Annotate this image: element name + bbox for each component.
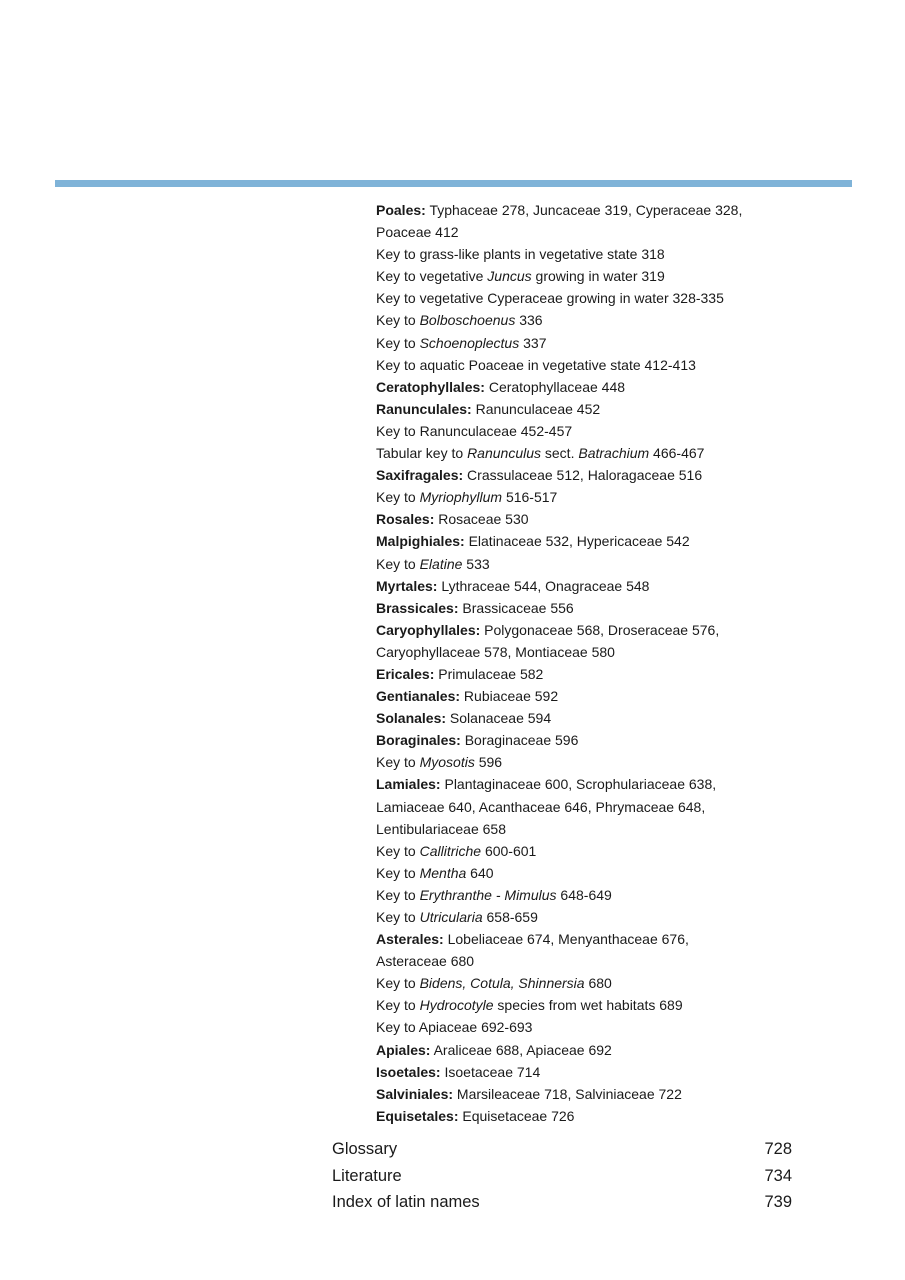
- toc-entry: [376, 751, 816, 773]
- entry-text: Solanaceae 594: [446, 710, 552, 727]
- entry-text: 466-467: [649, 445, 705, 462]
- order-name: Ericales:: [376, 665, 435, 682]
- order-name: Ranunculales:: [376, 400, 472, 417]
- order-name: Solanales:: [376, 710, 447, 727]
- order-name: Saxifragales:: [376, 467, 464, 484]
- toc-entry: [376, 818, 816, 840]
- toc-entry: [376, 265, 816, 287]
- entry-text: 640: [466, 864, 494, 881]
- toc-entry: [376, 398, 816, 420]
- entry-text: Lentibulariaceae 658: [376, 820, 506, 837]
- entry-text: Poaceae 412: [376, 224, 459, 241]
- taxon-name: Myosotis: [419, 754, 475, 771]
- entry-text: Key to: [376, 864, 420, 881]
- toc-entry: [376, 1061, 816, 1083]
- entry-text: Key to vegetative: [376, 268, 488, 285]
- entry-text: 336: [515, 312, 543, 329]
- entry-text: Key to: [376, 555, 420, 572]
- order-name: Boraginales:: [376, 732, 461, 749]
- entry-text: Crassulaceae 512, Haloragaceae 516: [463, 467, 703, 484]
- entry-text: 516-517: [502, 489, 558, 506]
- entry-text: 648-649: [556, 886, 612, 903]
- toc-entry: [376, 376, 816, 398]
- order-name: Equisetales:: [376, 1107, 459, 1124]
- toc-entry: [376, 862, 816, 884]
- toc-entry: [376, 508, 816, 530]
- header-rule: [55, 180, 852, 187]
- taxon-name: Batrachium: [578, 445, 650, 462]
- toc-entry: [376, 243, 816, 265]
- taxon-name: Callitriche: [419, 842, 482, 859]
- toc-entry: [376, 1016, 816, 1038]
- toc-entry: [376, 597, 816, 619]
- order-name: Caryophyllales:: [376, 621, 481, 638]
- taxon-name: Erythranthe - Mimulus: [419, 886, 557, 903]
- entry-text: Key to: [376, 909, 420, 925]
- toc-entry: [376, 530, 816, 552]
- taxon-name: Mentha: [419, 864, 467, 881]
- toc-entry: [376, 773, 816, 795]
- entry-text: Key to Ranunculaceae 452-457: [376, 422, 573, 439]
- toc-entry: [376, 1039, 816, 1061]
- toc-entry: [376, 707, 816, 729]
- entry-text: 600-601: [481, 842, 537, 859]
- toc-entry: [376, 442, 816, 464]
- toc-entry: [376, 729, 816, 751]
- entry-text: Key to: [376, 334, 420, 351]
- toc-entry: [376, 199, 816, 221]
- toc-entry: [376, 840, 816, 862]
- entry-text: Key to: [376, 489, 420, 506]
- entry-text: Tabular key to: [376, 445, 468, 462]
- entry-text: Araliceae 688, Apiaceae 692: [430, 1041, 612, 1058]
- entry-text: Lobeliaceae 674, Menyanthaceae 676,: [443, 931, 689, 948]
- toc-entry: [376, 950, 816, 972]
- toc-entry: [376, 972, 816, 994]
- chapter-list: [332, 1136, 792, 1216]
- entry-text: Plantaginaceae 600, Scrophulariaceae 638,: [440, 776, 717, 793]
- toc-entry: [376, 354, 816, 376]
- taxon-name: Juncus: [487, 268, 532, 285]
- taxon-name: Bolboschoenus: [419, 312, 516, 329]
- taxon-name: Bidens, Cotula, Shinnersia: [419, 975, 585, 992]
- toc-entry: [376, 619, 816, 641]
- chapter-row[interactable]: [332, 1136, 792, 1163]
- order-name: Malpighiales:: [376, 533, 465, 550]
- entry-text: 658-659: [482, 909, 538, 925]
- toc-entry: [376, 928, 816, 950]
- taxon-name: Utricularia: [419, 909, 483, 925]
- order-name: Brassicales:: [376, 599, 459, 616]
- order-name: Ceratophyllales:: [376, 378, 485, 395]
- entry-text: Key to: [376, 997, 420, 1014]
- entry-text: Key to: [376, 312, 420, 329]
- taxon-name: Elatine: [419, 555, 463, 572]
- entry-text: Ceratophyllaceae 448: [484, 378, 626, 395]
- toc-entry: [376, 221, 816, 243]
- toc-entry: [376, 464, 816, 486]
- entry-text: Primulaceae 582: [434, 665, 544, 682]
- entry-text: Asteraceae 680: [376, 953, 475, 970]
- toc-entry: [376, 1105, 816, 1127]
- entry-text: Isoetaceae 714: [440, 1063, 541, 1080]
- toc-entry: [376, 906, 816, 928]
- toc-entry: [376, 420, 816, 442]
- entry-text: Lythraceae 544, Onagraceae 548: [437, 577, 650, 594]
- order-name: Rosales:: [376, 511, 435, 528]
- order-name: Poales:: [376, 202, 426, 218]
- order-name: Salviniales:: [376, 1085, 454, 1102]
- taxon-name: Hydrocotyle: [419, 997, 494, 1014]
- order-name: Asterales:: [376, 931, 444, 948]
- toc-entry: [376, 641, 816, 663]
- chapter-page-number: 734: [764, 1166, 792, 1185]
- entry-text: sect.: [541, 445, 579, 462]
- toc-entry: [376, 575, 816, 597]
- order-name: Isoetales:: [376, 1063, 441, 1080]
- toc-entry: [376, 796, 816, 818]
- entry-text: 596: [474, 754, 503, 771]
- toc-entry: [376, 1083, 816, 1105]
- entry-text: species from wet habitats 689: [493, 997, 683, 1014]
- order-name: Gentianales:: [376, 688, 461, 705]
- chapter-page-number: 728: [764, 1140, 792, 1158]
- chapter-page-number: 739: [764, 1193, 792, 1211]
- entry-text: Key to aquatic Poaceae in vegetative state 412-413: [376, 356, 696, 373]
- order-name: Apiales:: [376, 1041, 431, 1058]
- toc-entry: [376, 486, 816, 508]
- toc-entry: [376, 685, 816, 707]
- entry-text: Key to: [376, 886, 420, 903]
- entry-text: Lamiaceae 640, Acanthaceae 646, Phrymaceae 648,: [376, 798, 706, 815]
- entry-text: Caryophyllaceae 578, Montiaceae 580: [376, 643, 615, 660]
- toc-entry: [376, 994, 816, 1016]
- chapter-title: Glossary: [332, 1140, 398, 1158]
- entry-text: Key to: [376, 975, 420, 992]
- entry-text: 337: [519, 334, 547, 351]
- entry-text: Polygonaceae 568, Droseraceae 576,: [480, 621, 720, 638]
- order-name: Lamiales:: [376, 776, 441, 793]
- taxon-name: Schoenoplectus: [419, 334, 520, 351]
- entry-text: 680: [584, 975, 612, 992]
- chapter-title: Literature: [332, 1166, 402, 1185]
- chapter-title: Index of latin names: [332, 1193, 480, 1211]
- entry-text: Key to: [376, 754, 420, 771]
- entry-text: Typhaceae 278, Juncaceae 319, Cyperaceae 328,: [425, 202, 743, 218]
- order-name: Myrtales:: [376, 577, 438, 594]
- toc-entry: [376, 663, 816, 685]
- chapter-row[interactable]: [332, 1163, 792, 1190]
- entry-text: Key to: [376, 842, 420, 859]
- entry-text: Marsileaceae 718, Salviniaceae 722: [453, 1085, 682, 1102]
- taxon-name: Ranunculus: [467, 445, 541, 462]
- taxon-name: Myriophyllum: [419, 489, 503, 506]
- entry-text: Equisetaceae 726: [458, 1107, 575, 1124]
- toc-entry: [376, 309, 816, 331]
- chapter-row[interactable]: [332, 1189, 792, 1216]
- entry-text: 533: [462, 555, 490, 572]
- toc-entry: [376, 884, 816, 906]
- entry-text: Key to Apiaceae 692-693: [376, 1019, 533, 1036]
- toc-entry-list: [376, 199, 816, 1127]
- toc-entry: [376, 287, 816, 309]
- entry-text: growing in water 319: [531, 268, 665, 285]
- entry-text: Key to vegetative Cyperaceae growing in water 328-335: [376, 290, 724, 307]
- entry-text: Ranunculaceae 452: [471, 400, 601, 417]
- toc-entry: [376, 553, 816, 575]
- entry-text: Boraginaceae 596: [460, 732, 579, 749]
- entry-text: Brassicaceae 556: [458, 599, 574, 616]
- entry-text: Elatinaceae 532, Hypericaceae 542: [464, 533, 690, 550]
- entry-text: Rubiaceae 592: [460, 688, 559, 705]
- entry-text: Rosaceae 530: [434, 511, 529, 528]
- toc-entry: [376, 332, 816, 354]
- entry-text: Key to grass-like plants in vegetative state 318: [376, 246, 665, 263]
